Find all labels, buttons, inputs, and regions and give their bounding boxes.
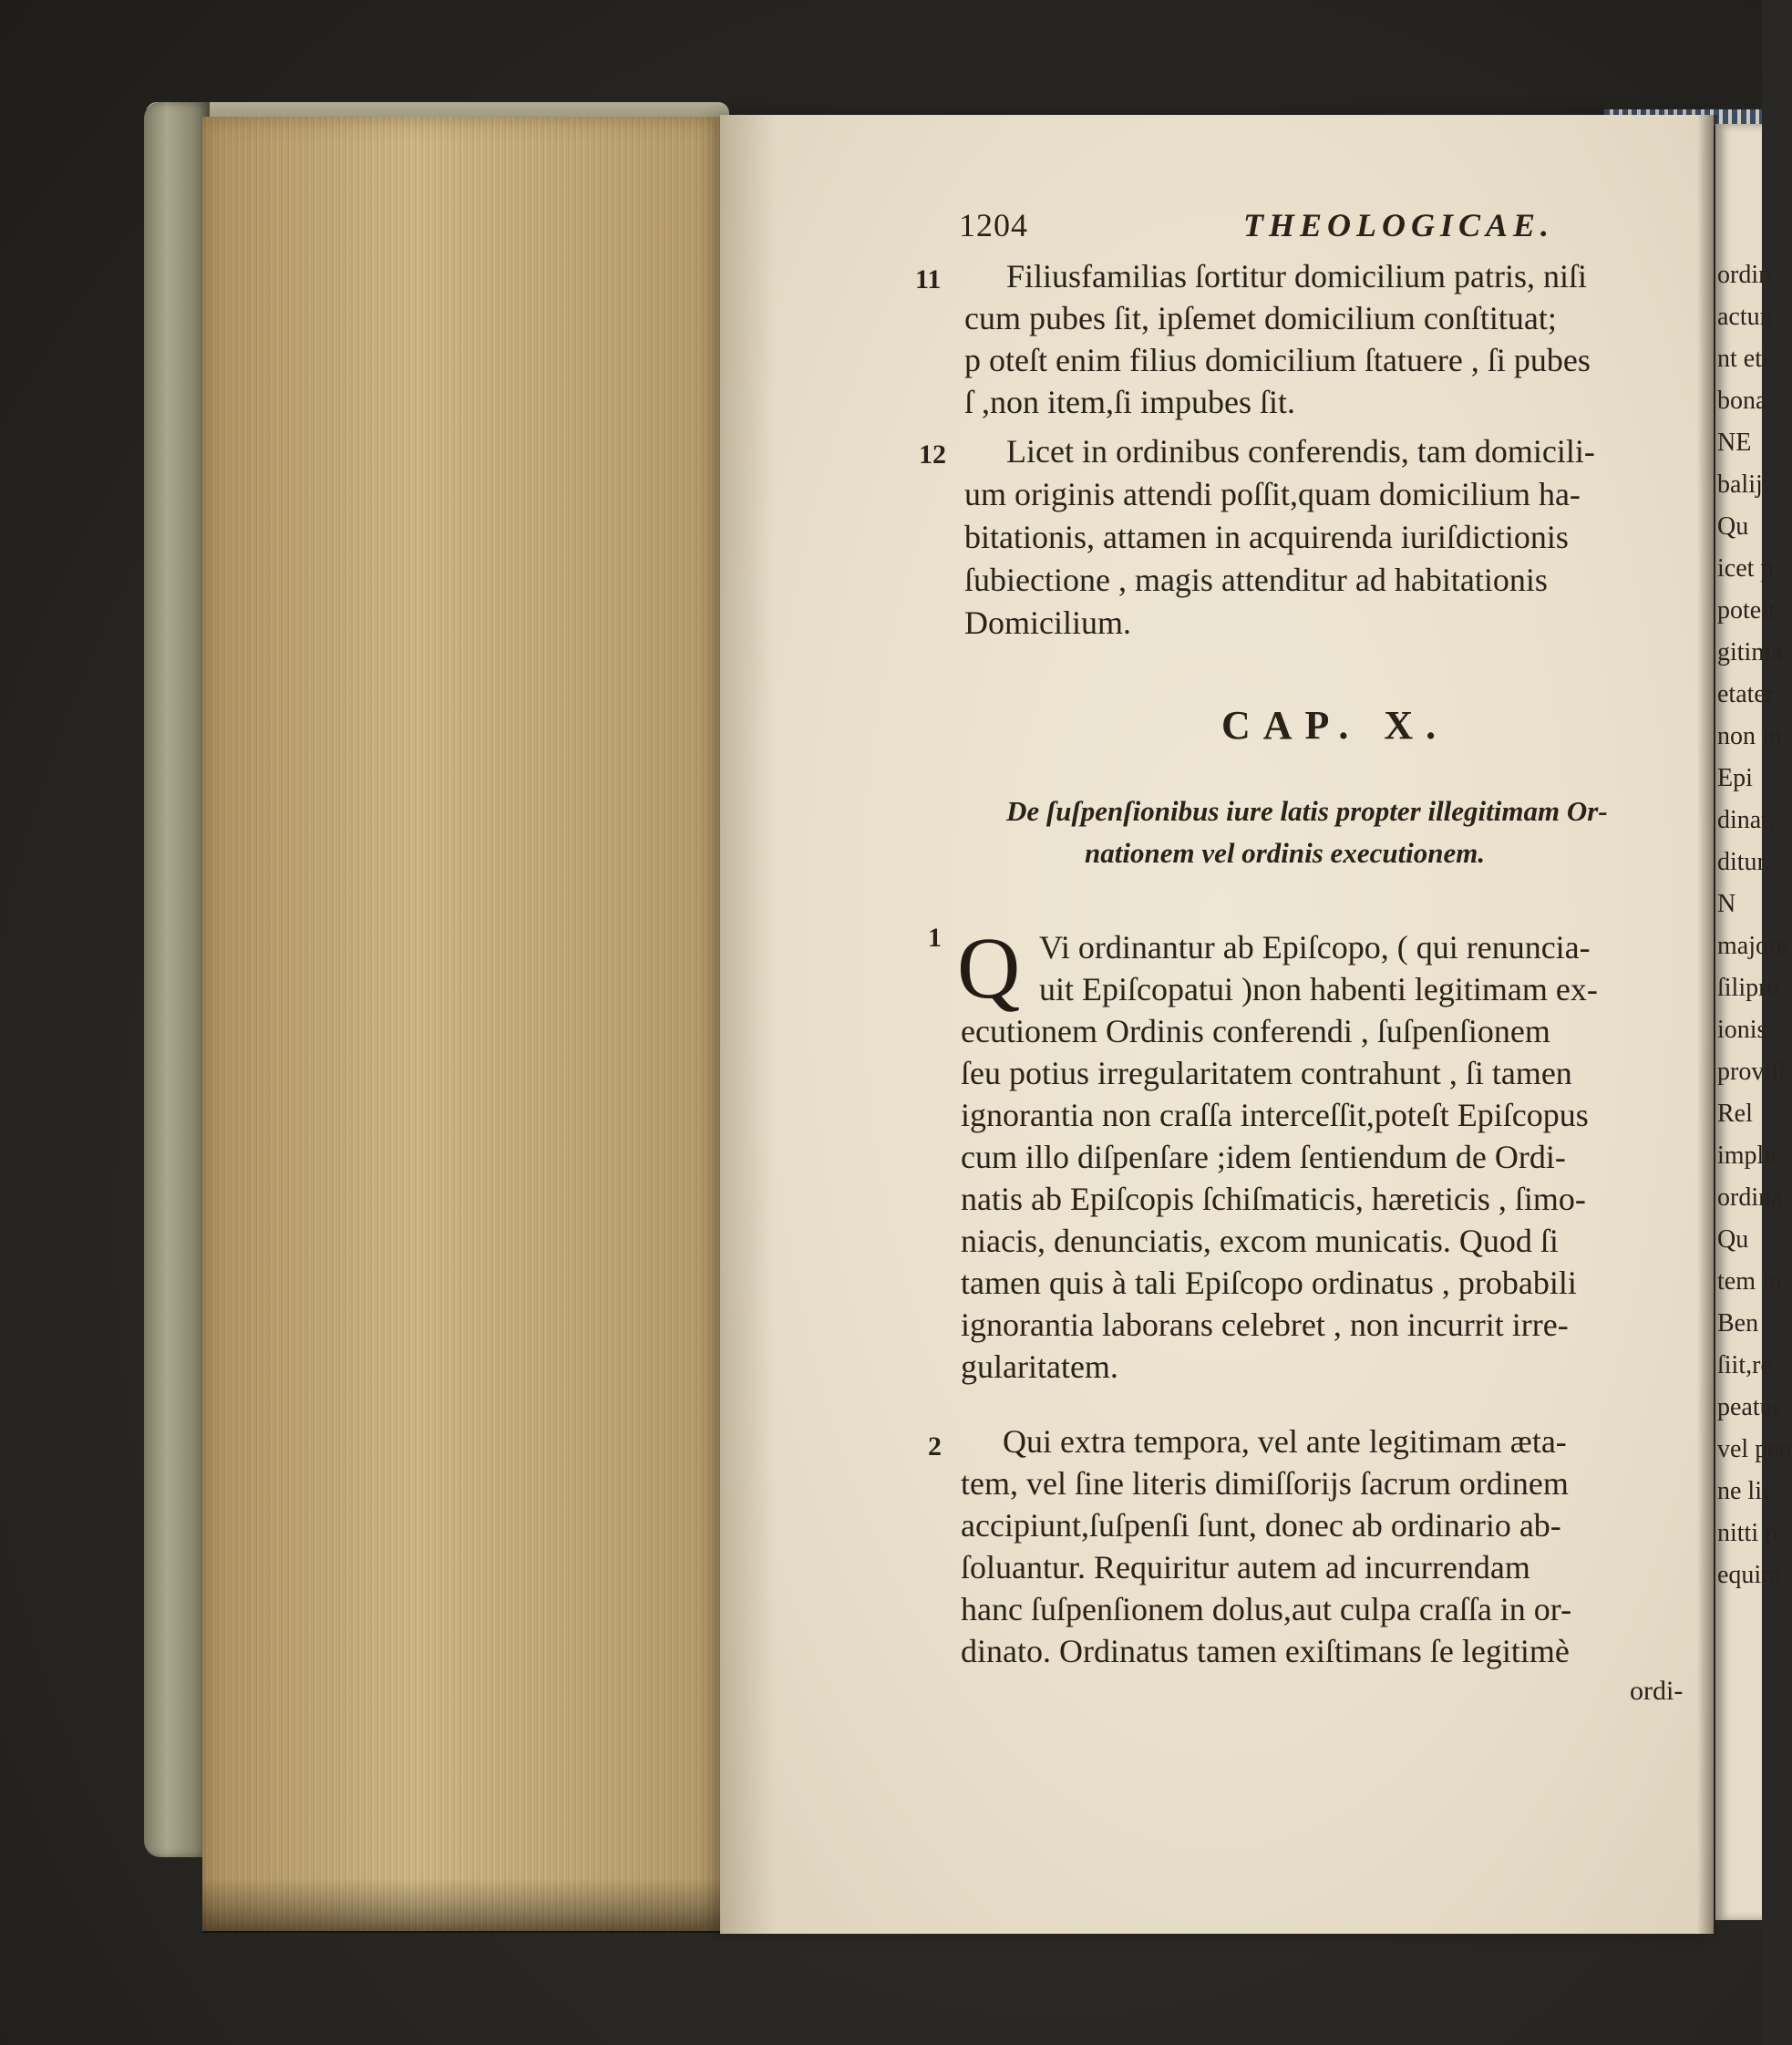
text-line: dinato. Ordinatus tamen exiſtimans ſe legitimè xyxy=(961,1633,1570,1669)
section-number: 12 xyxy=(919,439,946,470)
section-number: 11 xyxy=(915,264,942,294)
running-title: THEOLOGICAE. xyxy=(1243,207,1555,243)
next-page-fragment: Epi xyxy=(1717,764,1753,792)
book-spine xyxy=(144,102,210,1857)
next-page-fragment: ne lic xyxy=(1717,1477,1774,1505)
text-line: ſeu potius irregularitatem contrahunt , ſi tamen xyxy=(961,1055,1572,1091)
next-page-fragment: ordin xyxy=(1717,261,1772,289)
next-page-fragment: Qu xyxy=(1717,512,1749,541)
text-line: accipiunt,ſuſpenſi ſunt, donec ab ordinario ab- xyxy=(961,1507,1561,1544)
text-line: hanc ſuſpenſionem dolus,aut culpa craſſa in or- xyxy=(961,1591,1572,1627)
next-page-fragment: non in xyxy=(1717,722,1782,750)
next-page-strip xyxy=(1715,124,1792,1920)
next-page-fragment: actun xyxy=(1717,303,1773,331)
next-page-fragment: ſilipro xyxy=(1717,974,1780,1002)
next-page-fragment: N xyxy=(1717,890,1736,918)
next-page-fragment: Qu xyxy=(1717,1225,1749,1254)
next-page-fragment: ionis xyxy=(1717,1016,1767,1044)
next-page-fragment: tem in xyxy=(1717,1267,1782,1296)
text-line: Domicilium. xyxy=(964,604,1131,641)
next-page-fragment: Ben xyxy=(1717,1309,1759,1338)
text-line: tamen quis à tali Epiſcopo ordinatus , probabili xyxy=(961,1265,1577,1301)
paragraph-number: 1 xyxy=(928,923,942,953)
next-page-fragment: majore xyxy=(1717,932,1788,960)
text-line: natis ab Epiſcopis ſchiſmaticis, hæreticis , ſimo- xyxy=(961,1181,1586,1217)
next-page-fragment: nt eti xyxy=(1717,345,1769,373)
text-line: Vi ordinantur ab Epiſcopo, ( qui renuncia- xyxy=(1039,929,1591,966)
chapter-subtitle: De ſuſpenſionibus iure latis propter illegitimam Or- xyxy=(1006,795,1608,827)
text-line: Licet in ordinibus conferendis, tam domicili- xyxy=(1006,433,1595,470)
next-page-fragment: dinat, xyxy=(1717,806,1775,834)
chapter-subtitle: nationem vel ordinis executionem. xyxy=(1085,837,1486,869)
page-edges xyxy=(202,117,726,1931)
text-line: ſoluantur. Requiritur autem ad incurrendam xyxy=(961,1549,1530,1585)
text-line: tem, vel ſine literis dimiſſorijs ſacrum ordinem xyxy=(961,1465,1569,1502)
text-line: bitationis, attamen in acquirenda iuriſdictionis xyxy=(964,519,1569,555)
text-line: uit Epiſcopatui )non habenti legitimam ex- xyxy=(1039,971,1598,1007)
catchword: ordi- xyxy=(1630,1676,1684,1706)
next-page-fragment: ſiit,re xyxy=(1717,1351,1772,1379)
text-line: um originis attendi poſſit,quam domicilium ha- xyxy=(964,476,1581,512)
text-line: ſubiectione , magis attenditur ad habitationis xyxy=(964,562,1548,598)
text-line: gularitatem. xyxy=(961,1348,1118,1385)
next-page-fragment: nitti p xyxy=(1717,1519,1778,1547)
page-shade xyxy=(720,115,775,1934)
text-line: p oteſt enim filius domicilium ſtatuere , ſi pubes xyxy=(964,342,1591,378)
next-page-fragment: balij xyxy=(1717,470,1763,499)
next-page-fragment: bona xyxy=(1717,387,1767,415)
next-page-fragment: vel pen xyxy=(1717,1435,1792,1463)
next-page-fragment: NE xyxy=(1717,429,1752,457)
text-line: cum pubes ſit, ipſemet domicilium conſtituat; xyxy=(964,300,1557,336)
next-page-fragment: etater xyxy=(1717,680,1775,708)
text-line: niacis, denunciatis, excom municatis. Quod ſi xyxy=(961,1223,1559,1259)
next-page-fragment: implic xyxy=(1717,1141,1783,1170)
next-page-fragment: peatur xyxy=(1717,1393,1781,1421)
next-page-fragment: proviſi xyxy=(1717,1058,1786,1086)
next-page-fragment: equira xyxy=(1717,1561,1781,1589)
page-number: 1204 xyxy=(959,207,1028,243)
edge-shadow xyxy=(202,1878,749,1933)
next-page-fragment: Rel xyxy=(1717,1100,1753,1128)
chapter-heading: CAP. X. xyxy=(1221,703,1449,748)
next-page-fragment: poteſt xyxy=(1717,596,1776,625)
text-line: ignorantia laborans celebret , non incurrit irre- xyxy=(961,1307,1569,1343)
text-line: ecutionem Ordinis conferendi , ſuſpenſionem xyxy=(961,1013,1550,1049)
text-line: Filiusfamilias ſortitur domicilium patris, niſi xyxy=(1006,258,1587,294)
text-line: cum illo diſpenſare ;idem ſentiendum de Ordi- xyxy=(961,1139,1566,1175)
text-line: Qui extra tempora, vel ante legitimam æta- xyxy=(1003,1423,1567,1460)
page-gutter xyxy=(1697,115,1717,1934)
next-page-fragment: ditur. xyxy=(1717,848,1771,876)
next-page-fragment: ordina xyxy=(1717,1183,1783,1212)
text-line: ignorantia non craſſa interceſſit,poteſt Epiſcopus xyxy=(961,1097,1589,1133)
text-line: ſ ,non item,ſi impubes ſit. xyxy=(964,384,1295,420)
next-page-fragment: gitima xyxy=(1717,638,1783,666)
drop-cap: Q xyxy=(957,919,1021,1017)
paragraph-number: 2 xyxy=(928,1431,942,1461)
next-page-fragment: icet p xyxy=(1717,554,1774,583)
